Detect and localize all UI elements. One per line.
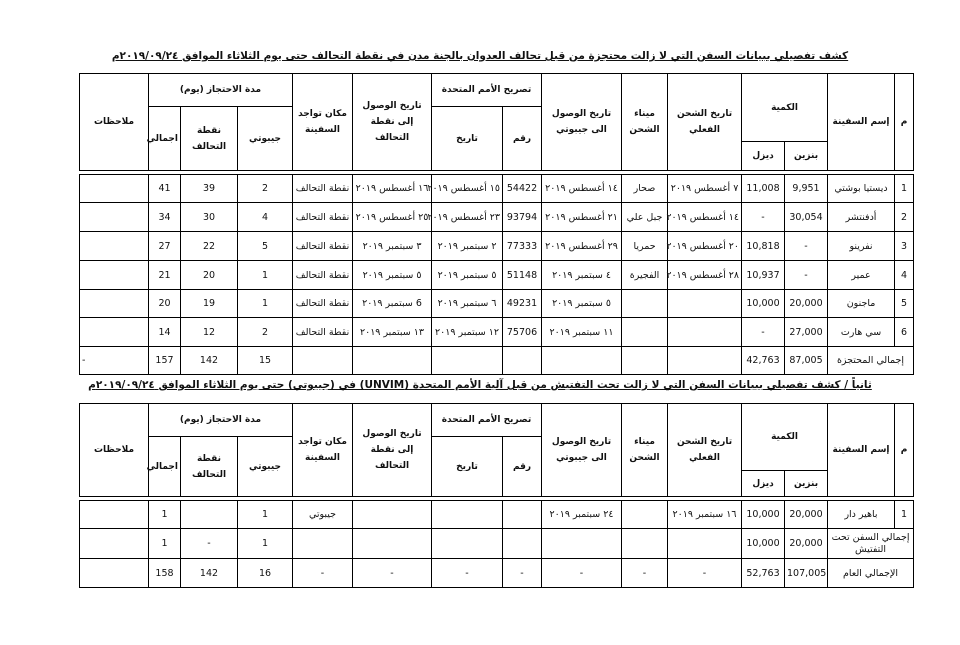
col-ship-location: مكان تواجد السفينة bbox=[293, 74, 353, 171]
col-arrival-coalition: تاريخ الوصول إلى نقطة التحالف bbox=[353, 404, 432, 497]
col-notes: ملاحظات bbox=[80, 404, 149, 497]
col-detention-duration: مدة الاحتجاز (يوم) bbox=[149, 404, 293, 437]
table-row: 5 ماجنون 20,000 10,000 ٥ سبتمبر ٢٠١٩ 49231 ٦ سبتمبر ٢٠١٩ 6 سبتمبر ٢٠١٩ نقطة التحالف 1 19 20 bbox=[80, 290, 914, 318]
col-notes: ملاحظات bbox=[80, 74, 149, 171]
col-ship-location: مكان تواجد السفينة bbox=[293, 404, 353, 497]
col-un-clearance: تصريح الأمم المتحدة bbox=[432, 74, 542, 107]
total-row: إجمالي المحتجزة 87,005 42,763 15 142 157 - bbox=[80, 347, 914, 375]
col-un-number: رقم bbox=[503, 107, 542, 171]
col-diesel: ديزل bbox=[742, 142, 785, 171]
detained-ships-table bbox=[79, 73, 914, 375]
col-loading-port: ميناء الشحن bbox=[622, 404, 668, 497]
col-arrival-coalition: تاريخ الوصول إلى نقطة التحالف bbox=[353, 74, 432, 171]
col-ship-name: إسم السفينة bbox=[828, 404, 895, 497]
table-row: 2 أدفنتشر 30,054 - ١٤ أغسطس ٢٠١٩ جبل علي ٢١ أغسطس ٢٠١٩ 93794 ٢٣ أغسطس ٢٠١٩ ٢٥ أغسطس ٢٠١٩ نقطة التحالف 4 30 34 bbox=[80, 203, 914, 232]
table2-title: ثانياً / كشف تفصيلي ببيانات السفن التي لا زالت تحت التفتيش من قبل آلية الأمم المتحدة (UNVIM) في (جيبوتي) حتى يوم الثلاثاء الموافق ٢٠١٩/٠٩/٢٤م bbox=[88, 379, 872, 391]
col-total: اجمالي bbox=[149, 437, 181, 497]
table-row: 1 ديستيا بوشتي 9,951 11,008 ٧ أغسطس ٢٠١٩ صحار ١٤ أغسطس ٢٠١٩ 54422 ١٥ أغسطس ٢٠١٩ ١٦ أغسطس ٢٠١٩ نقطة التحالف 2 39 41 bbox=[80, 175, 914, 203]
col-quantity: الكمية bbox=[742, 404, 828, 471]
col-detention-duration: مدة الاحتجاز (يوم) bbox=[149, 74, 293, 107]
table1-title: كشف تفصيلي ببيانات السفن التي لا زالت محتجزة من قبل تحالف العدوان بالجنة مدن في نقطة التحالف حتى يوم الثلاثاء الموافق ٢٠١٩/٠٩/٢٤م bbox=[111, 50, 849, 62]
col-ship-name: إسم السفينة bbox=[828, 74, 895, 171]
col-un-date: تاريخ bbox=[432, 437, 503, 497]
col-coalition-point: نقطة التحالف bbox=[181, 437, 238, 497]
col-arrival-djibouti: تاريخ الوصول الى جيبوتي bbox=[542, 404, 622, 497]
col-arrival-djibouti: تاريخ الوصول الى جيبوتي bbox=[542, 74, 622, 171]
col-total: اجمالي bbox=[149, 107, 181, 171]
table-row: 6 سي هارت 27,000 - ١١ سبتمبر ٢٠١٩ 75706 ١٢ سبتمبر ٢٠١٩ ١٣ سبتمبر ٢٠١٩ نقطة التحالف 2 12 14 bbox=[80, 318, 914, 347]
col-djibouti: جيبوتي bbox=[238, 437, 293, 497]
inspection-ships-table bbox=[79, 403, 914, 588]
table-row: 4 عمير - 10,937 ٢٨ أغسطس ٢٠١٩ الفجيرة ٤ سبتمبر ٢٠١٩ 51148 ٥ سبتمبر ٢٠١٩ ٥ سبتمبر ٢٠١٩ نقطة التحالف 1 20 21 bbox=[80, 261, 914, 290]
col-un-clearance: تصريح الأمم المتحدة bbox=[432, 404, 542, 437]
col-loading-port: ميناء الشحن bbox=[622, 74, 668, 171]
col-loading-date: تاريخ الشحن الفعلي bbox=[668, 404, 742, 497]
col-loading-date: تاريخ الشحن الفعلي bbox=[668, 74, 742, 171]
col-petrol: بنزين bbox=[785, 142, 828, 171]
table-row: 3 نفرينو - 10,818 ٢٠ أغسطس ٢٠١٩ حمريا ٢٩ أغسطس ٢٠١٩ 77333 ٢ سبتمبر ٢٠١٩ ٣ سبتمبر ٢٠١٩ نقطة التحالف 5 22 27 bbox=[80, 232, 914, 261]
grand-total-row: الإجمالي العام 107,005 52,763 - - - - - - - 16 142 158 bbox=[80, 559, 914, 588]
col-un-number: رقم bbox=[503, 437, 542, 497]
col-diesel: ديزل bbox=[742, 471, 785, 497]
col-coalition-point: نقطة التحالف bbox=[181, 107, 238, 171]
subtotal-row: إجمالي السفن تحت التفتيش 20,000 10,000 1 - 1 bbox=[80, 529, 914, 559]
col-petrol: بنزين bbox=[785, 471, 828, 497]
table-row: 1 باهير دار 20,000 10,000 ١٦ سبتمبر ٢٠١٩ ٢٤ سبتمبر ٢٠١٩ جيبوتي 1 1 bbox=[80, 501, 914, 529]
col-num: م bbox=[895, 74, 914, 171]
col-quantity: الكمية bbox=[742, 74, 828, 142]
col-num: م bbox=[895, 404, 914, 497]
col-un-date: تاريخ bbox=[432, 107, 503, 171]
col-djibouti: جيبوتي bbox=[238, 107, 293, 171]
